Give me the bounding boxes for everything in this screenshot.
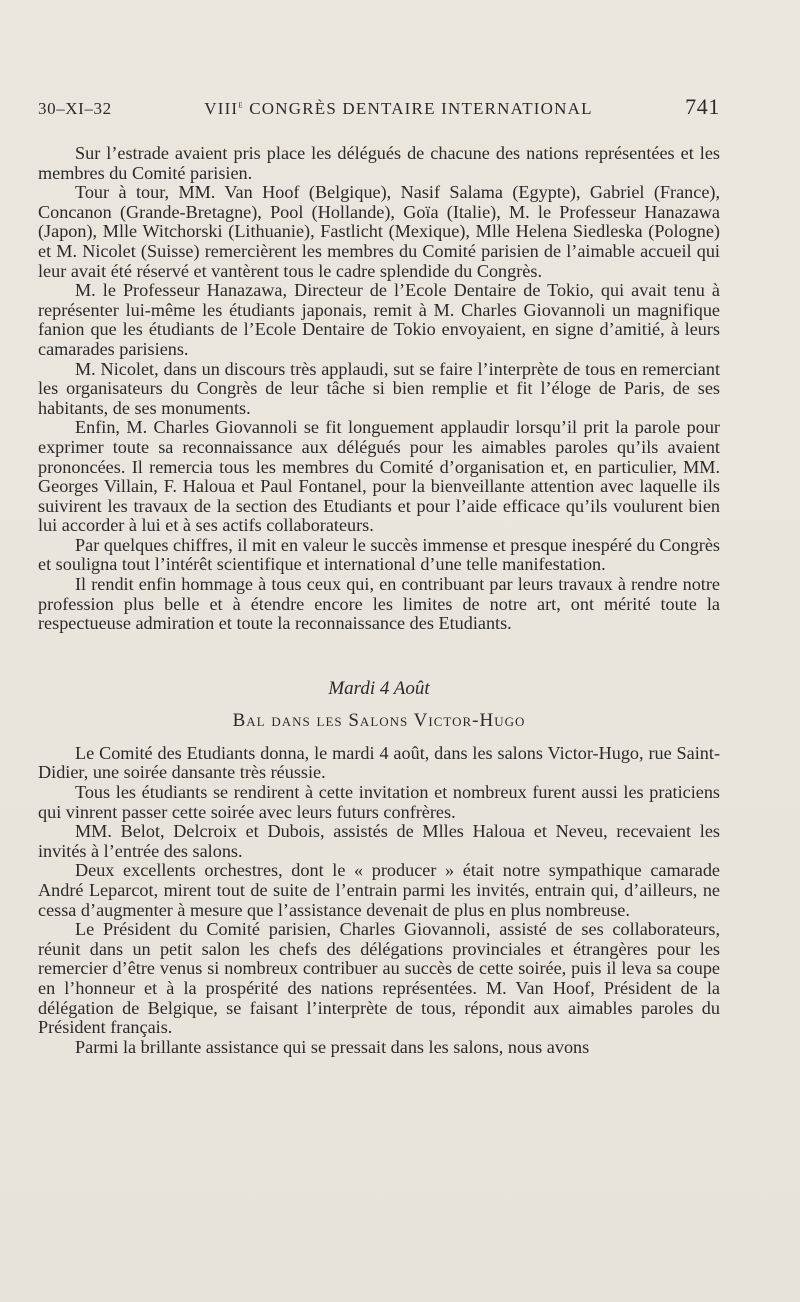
body-text-top [38, 144, 720, 634]
page-number: 741 [685, 94, 720, 119]
section-date: Mardi 4 Août [328, 677, 430, 699]
header-title-roman: VIII [204, 99, 239, 118]
header-title-text: CONGRÈS DENTAIRE INTERNATIONAL [243, 99, 593, 118]
paragraph: Enfin, M. Charles Giovannoli se fit longuement applaudir lorsqu’il prit la parole pour exprimer toute sa reconnaissance aux délégués pour les aimables paroles qu’ils avaient prononcées. Il remercia tous les membres du Comité d’organisation et, en particulier, MM. Georges Villain, F. Haloua et Paul Fontanel, pour la bienveillante attention avec laquelle ils suivirent les travaux de la section des Etudiants et pour l’aide efficace qu’ils voulurent bien lui accorder à lui et à ses actifs collaborateurs. [38, 417, 720, 536]
paragraph: Tous les étudiants se rendirent à cette invitation et nombreux furent aussi les praticiens qui vinrent passer cette soirée avec leurs futurs confrères. [38, 782, 720, 822]
paragraph: Parmi la brillante assistance qui se pressait dans les salons, nous avons [75, 1036, 590, 1057]
section-title: Bal dans les Salons Victor-Hugo [232, 709, 526, 731]
paragraph: MM. Belot, Delcroix et Dubois, assistés de Mlles Haloua et Neveu, recevaient les invités à l’entrée des salons. [38, 821, 720, 861]
paragraph: M. Nicolet, dans un discours très applaudi, sut se faire l’interprète de tous en remerciant les organisateurs du Congrès de leur tâche si bien remplie et fit l’éloge de Paris, de ses habitants, de ses monuments. [38, 358, 720, 418]
header-title [204, 99, 592, 119]
header-title-sup: e [238, 99, 244, 111]
paragraph: Sur l’estrade avaient pris place les délégués de chacune des nations représentées et les membres du Comité parisien. [38, 143, 720, 183]
paragraph: Deux excellents orchestres, dont le « producer » était notre sympathique camarade André Leparcot, mirent tout de suite de l’entrain parmi les invités, entrain qui, d’ailleurs, ne cessa d’augmenter à mesure que l’assistance devenait de plus en plus nombreuse. [38, 860, 720, 920]
running-header [38, 94, 720, 120]
paragraph: Par quelques chiffres, il mit en valeur le succès immense et presque inespéré du Congrès et souligna tout l’intérêt scientifique et international d’une telle manifestation. [38, 534, 720, 575]
paragraph: Le Président du Comité parisien, Charles Giovannoli, assisté de ses collaborateurs, réunit dans un petit salon les chefs des délégations provinciales et étrangères pour les remercier d’être venus si nombreux contribuer au succès de cette soirée, puis il leva sa coupe en l’honneur et à la prospérité des nations représentées. M. Van Hoof, Président de la délégation de Belgique, se faisant l’interprète de tous, répondit aux aimables paroles du Président français. [38, 919, 720, 1038]
paragraph: Il rendit enfin hommage à tous ceux qui, en contribuant par leurs travaux à rendre notre profession plus belle et à étendre encore les limites de notre art, ont mérité toute la respectueuse admiration et toute la reconnaissance des Etudiants. [38, 574, 720, 634]
paragraph: Tour à tour, MM. Van Hoof (Belgique), Nasif Salama (Egypte), Gabriel (France), Concanon (Grande-Bretagne), Pool (Hollande), Goïa (Italie), M. le Professeur Hanazawa (Japon), Mlle Witchorski (Lithuanie), Fastlicht (Mexique), Mlle Helena Siedleska (Pologne) et M. Nicolet (Suisse) remercièrent les membres du Comité parisien de l’aimable accueil qui leur avait été réservé et vantèrent tous le cadre splendide du Congrès. [38, 182, 720, 281]
paragraph: M. le Professeur Hanazawa, Directeur de l’Ecole Dentaire de Tokio, qui avait tenu à représenter lui-même les étudiants japonais, remit à M. Charles Giovannoli un magnifique fanion que les étudiants de l’Ecole Dentaire de Tokio envoyaient, en signe d’amitié, à leurs camarades parisiens. [38, 280, 720, 359]
body-text-bottom [38, 744, 720, 1058]
paragraph: Le Comité des Etudiants donna, le mardi 4 août, dans les salons Victor-Hugo, rue Saint-Didier, une soirée dansante très réussie. [38, 742, 720, 783]
header-date: 30–XI–32 [38, 99, 112, 118]
